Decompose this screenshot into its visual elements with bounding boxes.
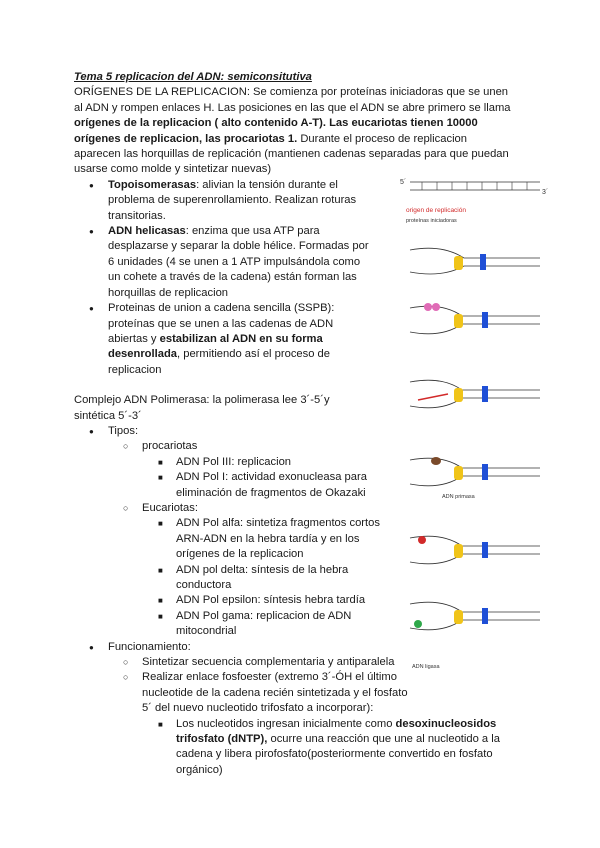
dna-strip-ssb [410,303,540,334]
dna-strip-primer [410,380,540,408]
protein-desc: : alivian la tensión durante el problema de superenrollamiento. Realizan roturas transitorias. [108,178,357,222]
topoisomerase-icon [482,464,488,480]
protein-term: Topoisomerasas [108,178,197,191]
list-item: ■ ADN Pol I: actividad exonucleasa para eliminación de fragmentos de Okazaki [142,470,402,501]
list-item [108,670,500,778]
helicase-icon [454,388,463,402]
eucariotas-label: Eucariotas: [142,501,198,514]
funcionamiento-label: Funcionamiento: [108,640,191,653]
primasa-icon [431,457,441,465]
ssb-icon [424,303,432,311]
dna-strip-fork [410,248,540,274]
helicase-icon [454,256,463,270]
ssb-icon [432,303,440,311]
protein-term: estabilizan al ADN en su forma desenrollada [108,332,323,361]
origenes-bold: orígenes de la replicacion ( alto contenido A-T). Las eucariotas tienen 10000 orígenes de replicacion, las procariotas 1. [74,117,478,145]
helicase-icon [454,544,463,558]
origenes-rest: Durante el proceso de replicacion aparecen las horquillas de replicación (mantienen cadenas separadas para que puedan usarse como molde y sintetizar nuevas) [74,132,509,176]
helicase-icon [454,314,463,328]
topoisomerase-icon [482,386,488,402]
label-origen: origen de replicación [406,207,466,214]
label-proteinas: proteínas iniciadoras [406,218,457,224]
origenes-paragraph [74,85,514,177]
dntp-pre: Los nucleotidos ingresan inicialmente como [176,717,396,730]
ligasa-icon [414,620,422,628]
protein-list [74,178,374,378]
dna-strip-ligasa [410,602,540,670]
fosfoester-text: Realizar enlace fosfoester (extremo 3´-ÓH el último nucleotide de la cadena recién sintetizada y el fosfato 5´ del nuevo nucleotido trifosfato a incorporar): [142,671,408,715]
protein-desc: : enzima que usa ATP para desplazarse y separar la doble hélice. Formadas por 6 unidades (4 se unen a 1 ATP impulsándola como un cohete a través de la cadena) están forman las horquillas de replicacion [108,225,369,299]
list-item: ■ ADN Pol alfa: sintetiza fragmentos cortos ARN-ADN en la hebra tardía y en los orígenes de la replicacion [142,516,402,562]
procariotas-label: procariotas [142,440,198,453]
procariotas-list [142,455,402,501]
list-item: ■ ADN Pol III: replicacion [142,455,402,470]
label-ligasa: ADN ligasa [412,664,440,670]
label-5prime: 5´ [400,179,407,186]
helicase-icon [454,610,463,624]
dntp-list [142,717,502,779]
helicase-icon [454,466,463,480]
dna-strip-closed [400,179,548,196]
list-item [74,178,374,224]
list-item [74,224,374,301]
dna-strip-okazaki [410,536,540,564]
replication-diagram [392,168,552,693]
dntp-desc: ocurre una reacción que une al nucleotido a la cadena y libera pirofosfato(posteriormente convertido en fosfato orgánico) [176,733,500,776]
topoisomerase-icon [480,254,486,270]
dntp-term: desoxinucleosidos trifosfato (dNTP), [176,717,497,746]
list-item [142,717,502,779]
complejo-paragraph: Complejo ADN Polimerasa: la polimerasa lee 3´-5´y sintética 5´-3´ [74,394,330,422]
protein-desc: Proteinas de union a cadena sencilla (SSPB): proteínas que se unen a las cadenas de ADN abiertas y [108,302,335,345]
list-item [74,301,374,378]
topoisomerase-icon [482,608,488,624]
label-3prime: 3´ [542,189,549,196]
list-item: ■ ADN Pol epsilon: síntesis hebra tardía [142,593,402,608]
protein-term: ADN helicasas [108,225,186,238]
list-item: ■ ADN Pol gama: replicacion de ADN mitocondrial [142,609,402,640]
list-item: ○ Sintetizar secuencia complementaria y antiparalela [108,655,408,670]
topoisomerase-icon [482,312,488,328]
origenes-intro: ORÍGENES DE LA REPLICACION: Se comienza por proteínas iniciadoras que se unen al ADN y rompen enlaces H. Las posiciones en las que el ADN se abre primero se llama [74,86,511,114]
dna-strip-primasa [410,457,540,500]
topoisomerase-icon [482,542,488,558]
list-item: ■ ADN pol delta: síntesis de la hebra conductora [142,563,402,594]
protein-desc: , permitiendo así el proceso de replicacion [108,348,330,376]
label-primasa: ADN primasa [442,494,475,500]
eucariotas-list [142,516,402,639]
page-title: Tema 5 replicacion del ADN: semiconsitutiva [74,71,312,83]
tipos-label: Tipos: [108,424,139,437]
